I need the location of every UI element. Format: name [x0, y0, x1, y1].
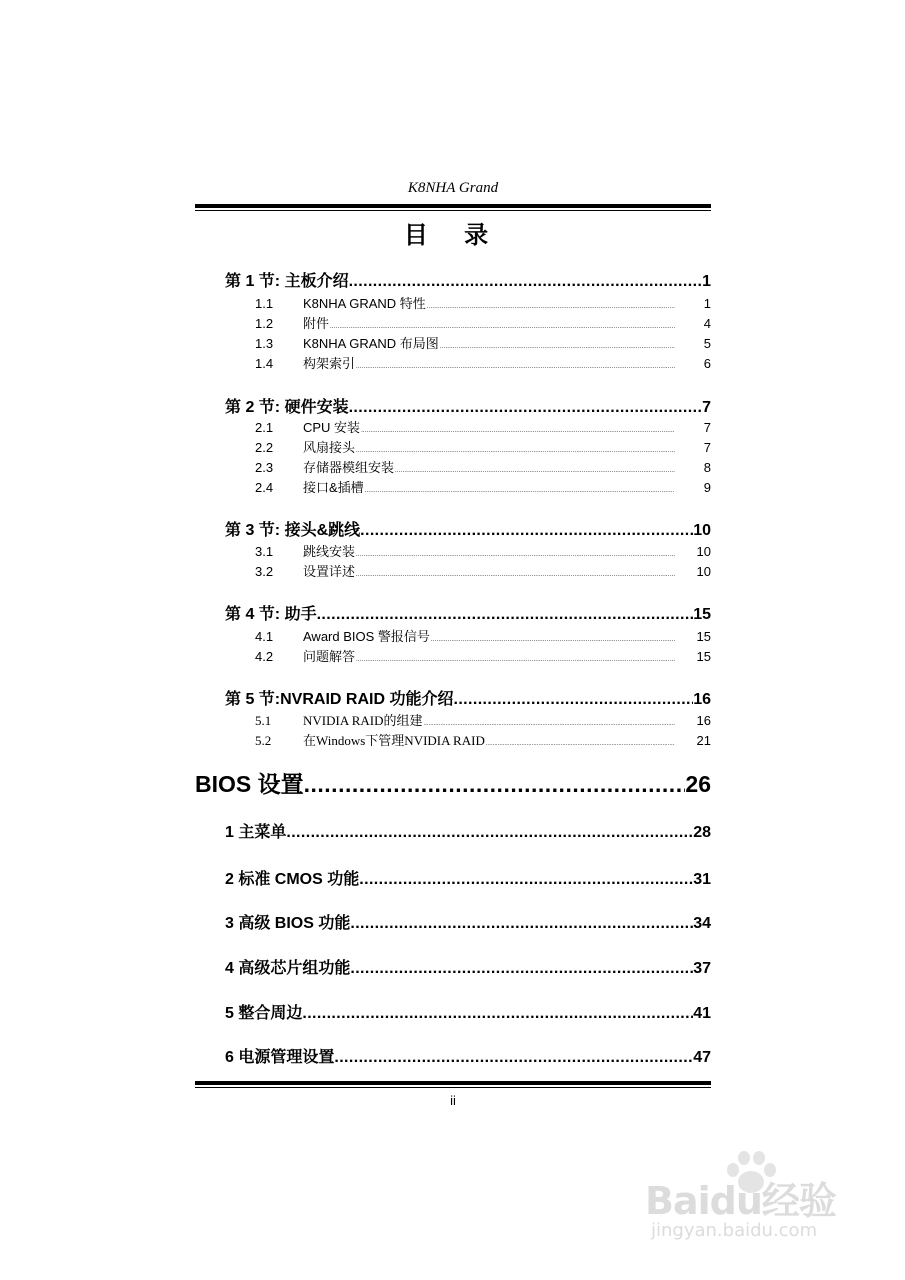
- toc-entry[interactable]: [255, 313, 711, 332]
- bios-page: 26: [685, 771, 711, 797]
- leader-dots: [365, 488, 675, 494]
- leader-dots: [427, 304, 675, 310]
- entry-number: 4.1: [255, 629, 274, 644]
- section-label: 第 1 节: 主板介绍: [225, 273, 349, 290]
- entry-title: 构架索引: [303, 356, 356, 371]
- entry-number: 3.2: [255, 564, 274, 579]
- leader-dots: [349, 399, 703, 417]
- toc-bios-item[interactable]: [225, 1000, 711, 1023]
- baidu-watermark: [645, 1148, 865, 1248]
- section-page: 10: [693, 522, 711, 539]
- toc-entry[interactable]: [255, 477, 711, 496]
- entry-page: 5: [703, 336, 711, 351]
- toc-entry[interactable]: [255, 561, 711, 580]
- entry-title: 在Windows下管理NVIDIA RAID: [303, 733, 485, 748]
- entry-title: 跳线安装: [303, 544, 356, 559]
- entry-number: 3.1: [255, 544, 274, 559]
- entry-title: K8NHA GRAND 布局图: [303, 336, 439, 351]
- leader-dots: [486, 741, 675, 747]
- leader-dots: [349, 273, 703, 291]
- entry-title: 设置详述: [303, 564, 356, 579]
- bios-item-label: 5 整合周边: [225, 1005, 303, 1022]
- toc-bios-item[interactable]: [225, 910, 711, 933]
- entry-number: 1.4: [255, 356, 274, 371]
- leader-dots: [360, 522, 693, 540]
- entry-page: 4: [703, 316, 711, 331]
- bios-item-page: 37: [693, 960, 711, 977]
- section-label: 第 3 节: 接头&跳线: [225, 522, 361, 539]
- leader-dots: [304, 771, 686, 798]
- toc-entry[interactable]: [255, 333, 711, 352]
- entry-page: 1: [703, 296, 711, 311]
- entry-page: 10: [696, 564, 711, 579]
- toc-section-2[interactable]: [225, 394, 711, 417]
- entry-number: 1.3: [255, 336, 274, 351]
- section-label: 第 2 节: 硬件安装: [225, 399, 349, 416]
- leader-dots: [356, 364, 675, 370]
- entry-page: 7: [703, 440, 711, 455]
- toc-section-5[interactable]: [225, 686, 711, 709]
- bios-item-label: 6 电源管理设置: [225, 1049, 335, 1066]
- footer-rule-thin: [195, 1087, 711, 1088]
- leader-dots: [330, 324, 675, 330]
- toc-bios-item[interactable]: [225, 866, 711, 889]
- bios-item-page: 34: [693, 915, 711, 932]
- toc-entry[interactable]: [255, 646, 711, 665]
- running-header: K8NHA Grand: [407, 180, 499, 196]
- leader-dots: [350, 915, 693, 933]
- section-label: 第 4 节: 助手: [225, 606, 317, 623]
- entry-number: 5.1: [255, 713, 272, 728]
- bios-item-page: 31: [693, 871, 711, 888]
- leader-dots: [356, 552, 675, 558]
- entry-number: 1.1: [255, 296, 274, 311]
- toc-entry[interactable]: [255, 457, 711, 476]
- leader-dots: [440, 344, 675, 350]
- entry-page: 9: [703, 480, 711, 495]
- bios-item-label: 2 标准 CMOS 功能: [225, 871, 360, 888]
- bios-item-page: 47: [693, 1049, 711, 1066]
- toc-section-4[interactable]: [225, 601, 711, 624]
- leader-dots: [356, 657, 675, 663]
- leader-dots: [334, 1049, 693, 1067]
- toc-bios-heading[interactable]: [195, 766, 711, 799]
- leader-dots: [361, 428, 675, 434]
- section-label: 第 5 节:NVRAID RAID 功能介绍: [225, 691, 454, 708]
- toc-entry[interactable]: [255, 437, 711, 456]
- page-number: ii: [450, 1093, 456, 1108]
- entry-title: CPU 安装: [303, 420, 361, 435]
- leader-dots: [302, 1005, 693, 1023]
- bios-item-label: 4 高级芯片组功能: [225, 960, 351, 977]
- toc-entry[interactable]: [255, 293, 711, 312]
- entry-number: 1.2: [255, 316, 274, 331]
- header-rule-thin: [195, 210, 711, 211]
- entry-title: 存储器模组安装: [303, 460, 395, 475]
- toc-bios-item[interactable]: [225, 819, 711, 842]
- section-page: 16: [693, 691, 711, 708]
- entry-title: K8NHA GRAND 特性: [303, 296, 426, 311]
- entry-page: 8: [703, 460, 711, 475]
- entry-page: 6: [703, 356, 711, 371]
- bios-label: BIOS 设置: [195, 771, 304, 797]
- leader-dots: [356, 572, 675, 578]
- entry-title: 风扇接头: [303, 440, 356, 455]
- bios-item-page: 28: [693, 824, 711, 841]
- leader-dots: [359, 871, 693, 889]
- entry-page: 16: [696, 713, 711, 728]
- entry-page: 7: [703, 420, 711, 435]
- leader-dots: [317, 606, 694, 624]
- entry-title: 附件: [303, 316, 330, 331]
- leader-dots: [350, 960, 693, 978]
- leader-dots: [424, 721, 675, 727]
- toc-entry[interactable]: [255, 541, 711, 560]
- entry-title: 问题解答: [303, 649, 356, 664]
- toc-entry[interactable]: [255, 353, 711, 372]
- header-rule-thick: [195, 204, 711, 208]
- footer-rule-thick: [195, 1081, 711, 1085]
- section-page: 15: [693, 606, 711, 623]
- bios-item-label: 3 高级 BIOS 功能: [225, 915, 351, 932]
- section-page: 7: [702, 399, 711, 416]
- bios-item-label: 1 主菜单: [225, 824, 287, 841]
- entry-page: 15: [696, 649, 711, 664]
- entry-title: Award BIOS 警报信号: [303, 629, 430, 644]
- toc-section-3[interactable]: [225, 517, 711, 540]
- entry-number: 2.3: [255, 460, 274, 475]
- leader-dots: [453, 691, 693, 709]
- toc-entry[interactable]: [255, 626, 711, 645]
- watermark-brand: Baidu经验: [645, 1179, 836, 1223]
- entry-page: 15: [696, 629, 711, 644]
- leader-dots: [431, 637, 675, 643]
- leader-dots: [395, 468, 675, 474]
- toc-bios-item[interactable]: [225, 1044, 711, 1067]
- leader-dots: [286, 824, 693, 842]
- entry-number: 5.2: [255, 733, 272, 748]
- section-page: 1: [702, 273, 711, 290]
- entry-number: 2.2: [255, 440, 274, 455]
- entry-number: 4.2: [255, 649, 274, 664]
- toc-title: 目 录: [403, 221, 503, 249]
- entry-title: NVIDIA RAID的组建: [303, 713, 423, 728]
- entry-page: 21: [696, 733, 711, 748]
- entry-number: 2.4: [255, 480, 274, 495]
- entry-page: 10: [696, 544, 711, 559]
- toc-entry[interactable]: [255, 417, 711, 436]
- entry-number: 2.1: [255, 420, 274, 435]
- toc-section-1[interactable]: [225, 268, 711, 291]
- leader-dots: [356, 448, 675, 454]
- toc-entry[interactable]: [255, 710, 711, 729]
- toc-bios-item[interactable]: [225, 955, 711, 978]
- watermark-url: jingyan.baidu.com: [651, 1220, 818, 1241]
- bios-item-page: 41: [693, 1005, 711, 1022]
- toc-entry[interactable]: [255, 730, 711, 749]
- entry-title: 接口&插槽: [303, 480, 364, 495]
